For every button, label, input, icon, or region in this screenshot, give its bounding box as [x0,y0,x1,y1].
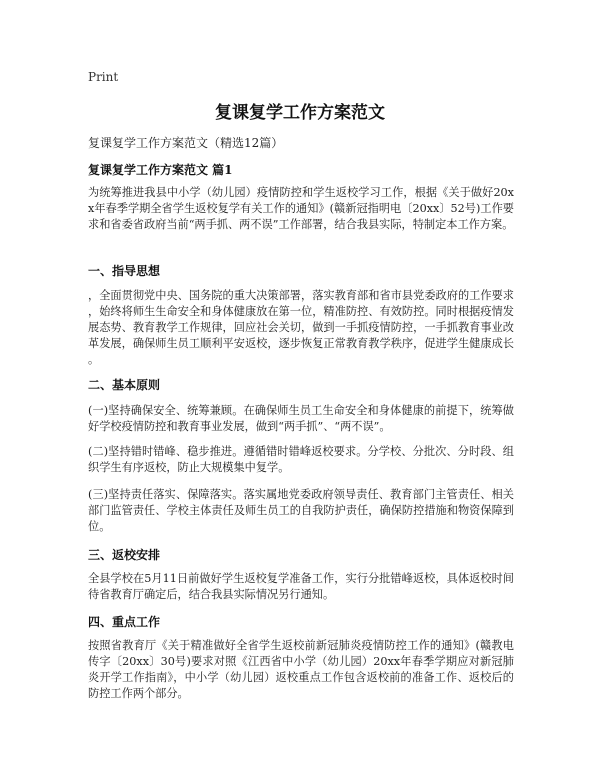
print-label: Print [88,70,119,84]
paragraph-key-work: 按照省教育厅《关于精准做好全省学生返校前新冠肺炎疫情防控工作的通知》(赣教电传字〔20xx〕30号)要求对照《江西省中小学（幼儿园）20xx年春季学期应对新冠肺炎开学工作指南》，中小学（幼儿园）返校重点工作包含返校前的准备工作、返校后的防控工作两个部分。 [88,639,514,700]
paragraph-guiding-ideology: ，全面贯彻党中央、国务院的重大决策部署，落实教育部和省市县党委政府的工作要求，始终将师生生命安全和身体健康放在第一位，精准防控、有效防控。同时根据疫情发展态势、教育教学工作规律，回应社会关切，做到一手抓疫情防控，一手抓教育事业改革发展，确保师生员工顺利平安返校，逐步恢复正常教育教学秩序，促进学生健康成长。 [88,289,514,366]
heading-return-arrangement: 三、返校安排 [88,548,161,562]
intro-paragraph: 为统筹推进我县中小学（幼儿园）疫情防控和学生返校学习工作，根据《关于做好20xx年春季学期全省学生返校复学有关工作的通知》(赣新冠指明电〔20xx〕52号)工作要求和省委省政府当前“两手抓、两不误”工作部署，结合我县实际，特制定本工作方案。 [88,186,514,231]
heading-basic-principles: 二、基本原则 [88,378,161,392]
document-title: 复课复学工作方案范文 [215,103,385,123]
paragraph-principle-2: (二)坚持错时错峰、稳步推进。遵循错时错峰返校要求。分学校、分批次、分时段、组织学生有序返校，防止大规模集中复学。 [88,445,514,474]
section-heading: 复课复学工作方案范文 篇1 [88,163,233,177]
paragraph-principle-1: (一)坚持确保安全、统筹兼顾。在确保师生员工生命安全和身体健康的前提下，统筹做好学校疫情防控和教育事业发展，做到“两手抓”、“两不误”。 [88,404,514,433]
paragraph-return-arrangement: 全县学校在5月11日前做好学生返校复学准备工作，实行分批错峰返校，具体返校时间待省教育厅确定后，结合我县实际情况另行通知。 [88,572,514,601]
paragraph-principle-3: (三)坚持责任落实、保障落实。落实属地党委政府领导责任、教育部门主管责任、相关部门监管责任、学校主体责任及师生员工的自我防护责任，确保防控措施和物资保障到位。 [88,488,514,533]
heading-guiding-ideology: 一、指导思想 [88,264,161,278]
document-subtitle: 复课复学工作方案范文（精选12篇） [88,136,284,150]
heading-key-work: 四、重点工作 [88,615,161,629]
